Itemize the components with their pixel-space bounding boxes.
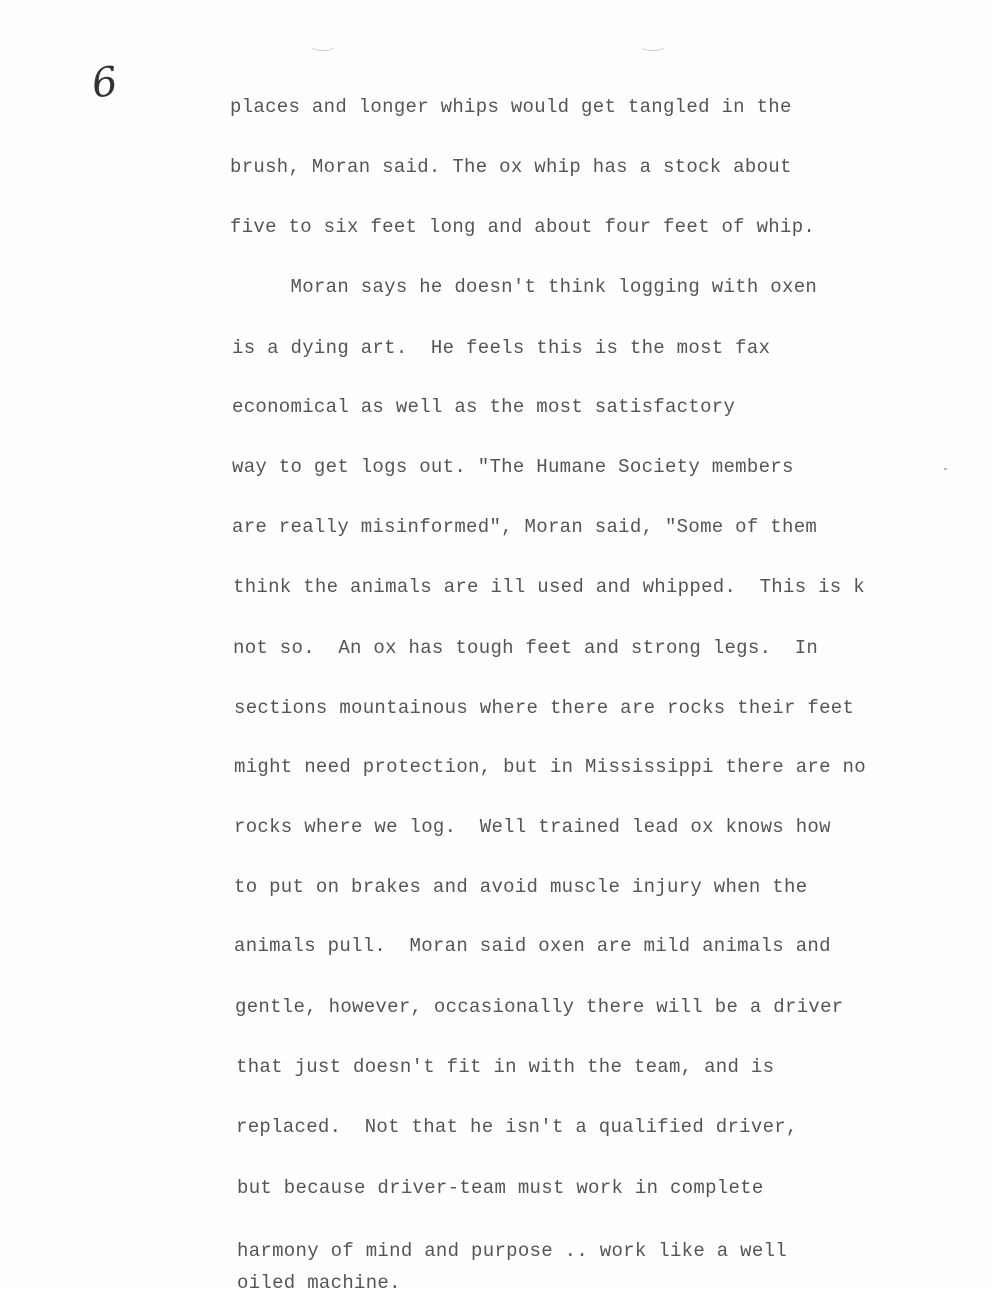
text-line: replaced. Not that he isn't a qualified driver, [236,1116,798,1138]
punch-mark-right [640,40,666,51]
text-line: Moran says he doesn't think logging with oxen [232,276,818,298]
text-line: that just doesn't fit in with the team, and is [236,1056,775,1078]
text-line: sections mountainous where there are rocks their feet [234,697,855,719]
text-line: rocks where we log. Well trained lead ox knows how [234,816,831,838]
text-line: think the animals are ill used and whipped. This is k [233,576,865,598]
text-line: to put on brakes and avoid muscle injury when the [234,876,808,898]
text-line: are really misinformed", Moran said, "Some of them [232,516,818,538]
punch-mark-left [310,40,336,51]
text-line: but because driver-team must work in complete [237,1177,764,1199]
text-line: places and longer whips would get tangled in the [230,96,792,118]
text-line: is a dying art. He feels this is the most fax [232,337,771,359]
speck [944,468,947,470]
text-line: oiled machine. [237,1272,401,1294]
text-line: way to get logs out. "The Humane Society members [232,456,794,478]
text-line: five to six feet long and about four feet of whip. [230,216,816,238]
text-line: gentle, however, occasionally there will be a driver [235,996,844,1018]
page-number: 6 [88,58,121,108]
text-line: harmony of mind and purpose .. work like a well [237,1240,787,1262]
text-line: economical as well as the most satisfactory [232,396,736,418]
text-line: not so. An ox has tough feet and strong legs. In [233,637,819,659]
text-line: brush, Moran said. The ox whip has a stock about [230,156,792,178]
text-line: animals pull. Moran said oxen are mild animals and [234,935,831,957]
text-line: might need protection, but in Mississippi there are no [234,756,866,778]
